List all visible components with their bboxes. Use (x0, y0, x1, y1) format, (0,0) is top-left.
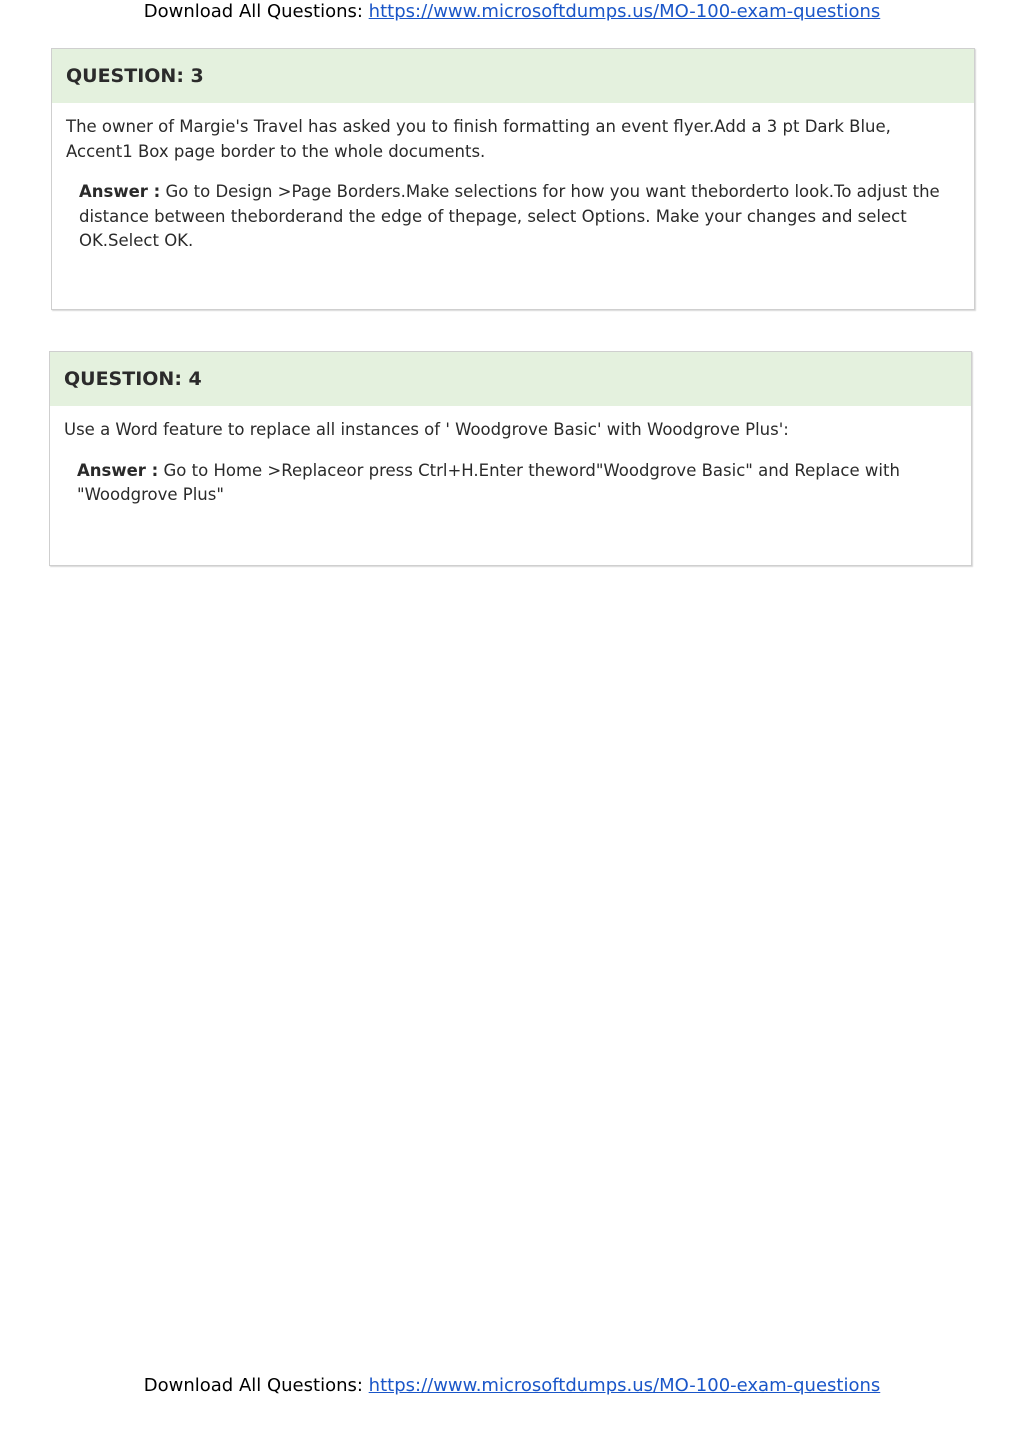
answer-label: Answer : (79, 182, 161, 201)
download-link[interactable]: https://www.microsoftdumps.us/MO-100-exam-questions (368, 1, 881, 22)
download-label: Download All Questions: (143, 1375, 363, 1396)
question-card-3 (51, 48, 975, 310)
download-banner-top (0, 1, 1024, 23)
question-card-4 (49, 351, 972, 566)
answer-block (52, 164, 974, 254)
download-label: Download All Questions: (143, 1, 363, 22)
question-text: The owner of Margie's Travel has asked you to finish formatting an event flyer.Add a 3 pt Dark Blue, Accent1 Box page border to the whole documents. (66, 117, 891, 161)
question-text: Use a Word feature to replace all instances of ' Woodgrove Basic' with Woodgrove Plus': (64, 420, 789, 439)
answer-label: Answer : (77, 460, 159, 480)
answer-text: Go to Home >Replaceor press Ctrl+H.Enter theword"Woodgrove Basic" and Replace with "Woodgrove Plus" (77, 460, 900, 504)
download-link[interactable]: https://www.microsoftdumps.us/MO-100-exam-questions (368, 1375, 881, 1396)
answer-text: Go to Design >Page Borders.Make selections for how you want theborderto look.To adjust the distance between theborderand the edge of thepage, select Options. Make your changes and select OK.Select OK. (79, 182, 940, 250)
question-title: QUESTION: 4 (50, 352, 971, 406)
download-banner-bottom (0, 1375, 1024, 1397)
answer-block (50, 443, 971, 508)
question-title: QUESTION: 3 (52, 49, 974, 103)
